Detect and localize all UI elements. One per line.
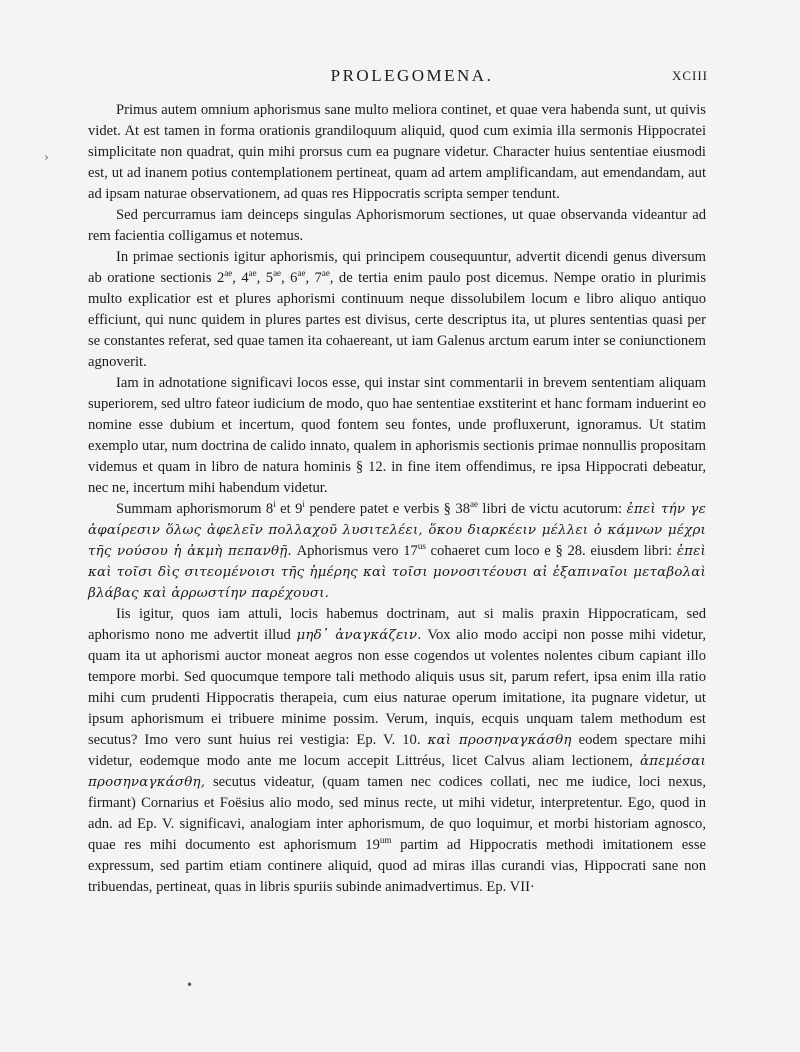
running-title: PROLEGOMENA. bbox=[330, 66, 494, 85]
paragraph-5 bbox=[88, 499, 706, 604]
paragraph-6 bbox=[88, 604, 706, 898]
superscript: ae bbox=[224, 268, 233, 279]
paragraph-text: et 9 bbox=[275, 501, 303, 517]
superscript: um bbox=[379, 835, 392, 846]
superscript: ae bbox=[273, 268, 282, 279]
greek-quotation: καὶ προσηναγκάσθη bbox=[427, 733, 572, 748]
paragraph-1 bbox=[88, 100, 706, 205]
paragraph-text: , 6 bbox=[281, 270, 298, 286]
paragraph-text: Vox alio modo accipi non posse mihi videtur, quam ita ut aphorismi auctor moneat aegros non esse cogendos ut volentes nolentes cibum capiant illo tempore morbi. Sed quocumque tempore tali methodo aliquis usus sit, parum refert, ipsa enim illa ratio mihi cum prudenti Hippocratis therapeia, cum eius naturae operum imitatione, ita pugnare videtur, ut ipsum aphorismum ei tribuere minime possim. Verum, inquis, ecquis unquam talem methodum est secutus? Imo vero sunt huius rei vestigia: Ep. V. 10. bbox=[88, 627, 706, 748]
superscript: i bbox=[302, 499, 305, 510]
greek-quotation: ἀπεμέσαι προσηναγκάσθη, bbox=[88, 754, 706, 790]
paragraph-text: In primae sectionis igitur aphorismis, qui principem cousequuntur, advertit dicendi genus diversum ab oratione sectionis 2 bbox=[88, 249, 706, 286]
body-text bbox=[88, 100, 706, 898]
paragraph-text: , 4 bbox=[232, 270, 249, 286]
paragraph-3 bbox=[88, 247, 706, 373]
margin-speck: • bbox=[186, 978, 194, 992]
paragraph-text: , 7 bbox=[305, 270, 322, 286]
superscript: ae bbox=[470, 499, 478, 510]
paragraph-4 bbox=[88, 373, 706, 499]
paragraph-text: , de tertia enim paulo post dicemus. Nempe oratio in plurimis multo explicatior est et plures aphorismi continuum neque dissolubilem locum e libro aliquo antiquo efficiunt, qui nunc quidem in plures partes est divisus, certe descriptus ita, ut plures sententias quasi per se constantes referat, sed quae tamen ita cohaereant, ut iam Galenus arctum earum inter se coniunctionem agnoverit. bbox=[88, 270, 707, 370]
paragraph-text: partim ad Hippocratis methodi imitationem esse expressum, sed partim etiam continere aliquid, quod ad miras illas curandi vias, Hippocrati sane non tribuendas, pertineat, quas in libris spuriis subinde animadvertimus. Ep. VII· bbox=[88, 837, 707, 895]
page-header bbox=[116, 66, 708, 90]
superscript: ae bbox=[321, 268, 330, 279]
page-number: XCIII bbox=[671, 68, 708, 83]
paragraph-text: libri de victu acutorum: bbox=[478, 501, 627, 517]
paragraph-text: Sed percurramus iam deinceps singulas Aphorismorum sectiones, ut quae observanda videantur ad rem facientia colligamus et notemus. bbox=[88, 207, 706, 244]
greek-quotation: ἐπεὶ καὶ τοῖσι δὶς σιτεομένοισι τῆς ἡμέρης καὶ τοῖσι μονοσιτέουσι αἱ ἐξαπιναῖοι μεταβολαὶ βλάβας καὶ ἀρρωστίην παρέχουσι. bbox=[88, 544, 706, 601]
greek-quotation: ἐπεὶ τήν γε ἀφαίρεσιν ὅλως ἀφελεῖν πολλαχοῦ λυσιτελέει, ὅκου διαρκέειν μέλλει ὁ κάμνων μέχρι τῆς νούσου ἡ ἀκμὴ πεπανθῇ. bbox=[88, 502, 706, 559]
paragraph-text: Primus autem omnium aphorismus sane multo meliora continet, et quae vera habenda sunt, ut quivis videt. At est tamen in forma orationis grandiloquum aliquid, quod cum eximia illa sermonis Hippocratei simplicitate non quadrat, quin mihi prorsus cum ea pugnare videtur. Character huius sententiae eiusmodi est, ut ad inanem potius contemplationem pertineat, quam ad artem amplificandam, aut emendandam, aut ad ipsam naturae observationem, ad quas res Hippocratis scripta semper tendunt. bbox=[88, 102, 706, 202]
paragraph-text: Aphorismus vero 17 bbox=[291, 543, 418, 559]
paragraph-text: , 5 bbox=[256, 270, 274, 286]
superscript: i bbox=[273, 499, 276, 510]
superscript: us bbox=[417, 541, 426, 552]
paragraph-2 bbox=[88, 205, 706, 247]
paragraph-text: Summam aphorismorum 8 bbox=[116, 501, 274, 517]
superscript: ae bbox=[297, 268, 306, 279]
superscript: ae bbox=[248, 268, 257, 279]
greek-quotation: μηδ᾽ ἀναγκάζειν. bbox=[296, 628, 422, 643]
paragraph-text: pendere patet e verbis § 38 bbox=[304, 501, 470, 517]
paragraph-text: secutus videatur, (quam tamen nec codices collati, nec me iudice, loci nexus, firmant) Cornarius et Foësius alio modo, sed minus recte, ut mihi videtur, interpretentur. Ego, quod in adn. ad Ep. V. significavi, analogiam inter aphorismum, de quo loquimur, et morbi historiam agnosco, quae res mihi documento est aphorismum 19 bbox=[88, 774, 706, 853]
paragraph-text: Iis igitur, quos iam attuli, locis habemus doctrinam, aut si malis praxin Hippocraticam, sed aphorismo nono me advertit illud bbox=[88, 606, 706, 643]
paragraph-text: Iam in adnotatione significavi locos esse, qui instar sint commentarii in brevem sententiam aliquam superiorem, sed ultro fateor iudicium de modo, quo hae sententiae exstiterint et hanc formam induerint eo nomine esse dubium et incertum, quod fontem seu fontes, unde profluxerunt, ignoramus. Ut statim exemplo utar, num doctrina de calido innato, qualem in aphorismis sectionis primae nonnullis propositam videmus et quam in libro de natura hominis § 12. in fine item offendimus, re ipsa Hippocrati debeatur, nec ne, incertum mihi habendum videtur. bbox=[88, 375, 706, 496]
paragraph-text: eodem spectare mihi videtur, eodemque modo ante me locum accepit Littréus, licet Calvus aliam lectionem, bbox=[88, 732, 707, 769]
margin-speck: › bbox=[44, 150, 49, 164]
paragraph-text: cohaeret cum loco e § 28. eiusdem libri: bbox=[425, 543, 677, 559]
